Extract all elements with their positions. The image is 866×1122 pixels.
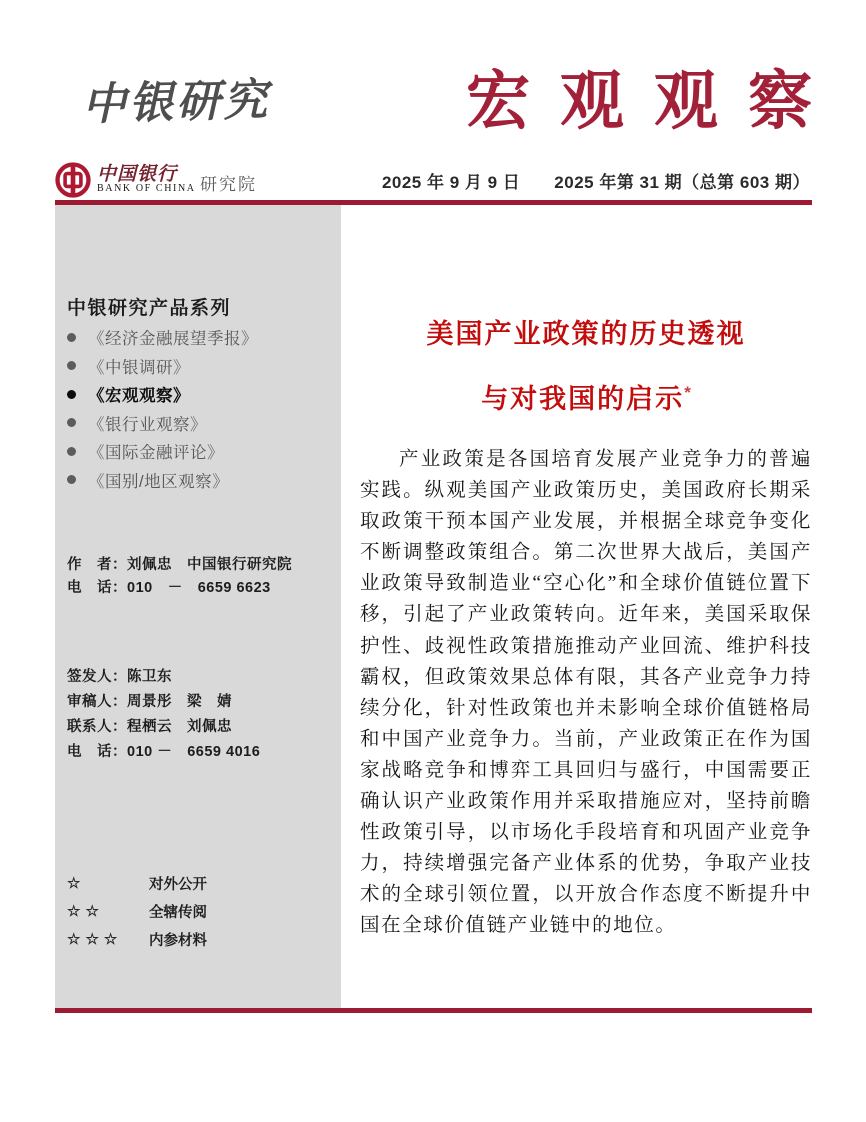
footnote-asterisk: *: [684, 383, 691, 402]
bottom-divider-rule: [55, 1008, 812, 1013]
legend-label: 内参材料: [149, 932, 207, 949]
series-item-label: 《宏观观察》: [88, 387, 190, 406]
article-column: [360, 300, 812, 942]
bank-name-chinese: 中国银行: [97, 164, 178, 185]
bullet-icon: [67, 361, 76, 370]
legend-label: 对外公开: [149, 876, 207, 893]
series-item-economic-outlook: [67, 323, 258, 352]
approver-block: [67, 665, 260, 765]
series-item-label: 《经济金融展望季报》: [88, 330, 258, 349]
star-icon: ☆☆☆: [67, 931, 123, 948]
series-list: [67, 323, 258, 494]
article-abstract: 产业政策是各国培育发展产业竞争力的普遍实践。纵观美国产业政策历史，美国政府长期采取政策干预本国产业发展，并根据全球竞争变化不断调整政策组合。第二次世界大战后，美国产业政策导致制造业“空心化”和全球价值链位置下移，引起了产业政策转向。近年来，美国采取保护性、歧视性政策措施推动产业回流、维护科技霸权，但政策效果总体有限，其各产业竞争力持续分化，针对性政策也并未影响全球价值链格局和中国产业竞争力。当前，产业政策正在作为国家战略竞争和博弈工具回归与盛行，中国需要正确认识产业政策作用并采取措施应对，坚持前瞻性政策引导，以市场化手段培育和巩固产业竞争力，持续增强完备产业体系的优势，争取产业技术的全球引领位置，以开放合作态度不断提升中国在全球价值链产业链中的地位。: [360, 449, 812, 937]
author-line: 作 者：刘佩忠 中国银行研究院: [67, 557, 292, 573]
series-item-label: 《国际金融评论》: [88, 444, 224, 463]
bank-of-china-logo-icon: [55, 162, 91, 198]
series-item-label: 《中银调研》: [88, 358, 190, 377]
series-item-country-region-observation: [67, 466, 258, 495]
series-title: 中银研究产品系列: [67, 298, 232, 319]
series-item-label: 《银行业观察》: [88, 415, 207, 434]
author-block: [67, 554, 292, 599]
legend-row-internal-circulation: [67, 897, 207, 925]
article-title-line1: 美国产业政策的历史透视: [426, 319, 746, 349]
series-item-label: 《国别/地区观察》: [88, 472, 230, 491]
reviewer-line: 审稿人：周景彤 梁 婧: [67, 694, 232, 710]
series-item-macro-observation: [67, 380, 258, 409]
dateline: [382, 168, 810, 193]
zhongyin-research-calligraphy-logo: 中银研究: [81, 74, 271, 131]
issuer-line: 签发人：陈卫东: [67, 669, 172, 685]
bullet-icon: [67, 475, 76, 484]
bullet-icon: [67, 447, 76, 456]
legend-row-public: [67, 869, 207, 897]
star-icon: ☆☆: [67, 903, 104, 920]
issue-date: 2025 年 9 月 9 日: [381, 173, 521, 192]
left-info-panel: [55, 205, 341, 1008]
bank-name-english: BANK OF CHINA: [97, 183, 196, 194]
star-icon: ☆: [67, 875, 86, 892]
institute-label: 研究院: [200, 175, 257, 194]
publication-title: 宏观观察: [466, 65, 842, 137]
issue-number: 2025 年第 31 期（总第 603 期）: [554, 173, 810, 192]
series-item-boc-survey: [67, 352, 258, 381]
article-title-line2-text: 与对我国的启示: [481, 384, 685, 414]
series-item-intl-finance-review: [67, 437, 258, 466]
contact-phone-line: 电 话：010 － 6659 4016: [67, 744, 261, 760]
legend-label: 全辖传阅: [149, 904, 207, 921]
bullet-icon: [67, 333, 76, 342]
distribution-legend: [67, 869, 207, 953]
series-item-banking-observation: [67, 409, 258, 438]
article-title-line2: [360, 377, 812, 416]
bullet-icon: [67, 418, 76, 427]
legend-row-internal-reference: [67, 925, 207, 953]
author-phone-line: 电 话：010 － 6659 6623: [67, 579, 271, 596]
bullet-icon: [67, 390, 76, 399]
contact-line: 联系人：程栖云 刘佩忠: [67, 719, 232, 735]
